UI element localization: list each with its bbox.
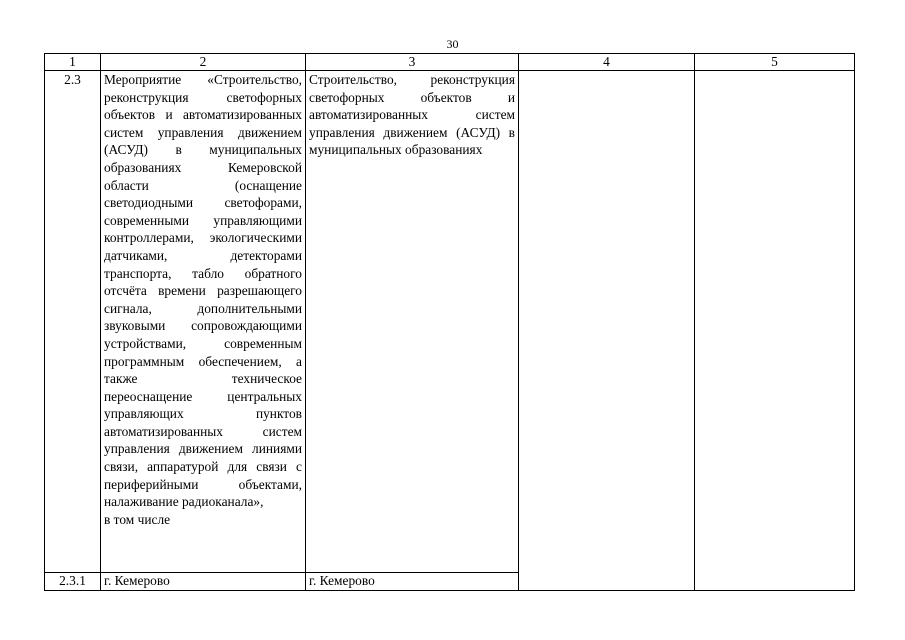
table-header-row xyxy=(45,54,855,71)
row-number: 2.3.1 xyxy=(45,572,101,590)
page-number: 30 xyxy=(446,37,459,51)
column-header-4: 4 xyxy=(519,54,695,71)
measure-description-extra: в том числе xyxy=(104,511,171,527)
document-table xyxy=(44,53,855,591)
column-header-1: 1 xyxy=(45,54,101,71)
city-result-cell: г. Кемерово xyxy=(306,572,519,590)
column-header-5: 5 xyxy=(695,54,855,71)
row-number: 2.3 xyxy=(45,71,101,573)
table-row xyxy=(45,71,855,573)
column-header-3: 3 xyxy=(306,54,519,71)
column-4-cell xyxy=(519,71,695,591)
column-5-cell xyxy=(695,71,855,591)
measure-result-cell: Строительство, реконструкция светофорных объектов и автоматизированных систем управления движением (АСУД) в муниципальных образованиях xyxy=(306,71,519,573)
column-header-2: 2 xyxy=(101,54,306,71)
measure-description-cell xyxy=(101,71,306,573)
measure-description: Мероприятие «Строительство, реконструкция светофорных объектов и автоматизированных систем управления движением (АСУД) в муниципальных образованиях Кемеровской области (оснащение светодиодными светофорами, современными управляющими контроллерами, экологическими датчиками, детекторами транспорта, табло обратного отсчёта времени разрешающего сигнала, дополнительными звуковыми сопровождающими устройствами, современным программным обеспечением, а также техническое переоснащение центральных управляющих пунктов автоматизированных систем управления движением линиями связи, аппаратурой для связи с периферийными объектами, налаживание радиоканала», xyxy=(104,72,302,510)
city-cell: г. Кемерово xyxy=(101,572,306,590)
